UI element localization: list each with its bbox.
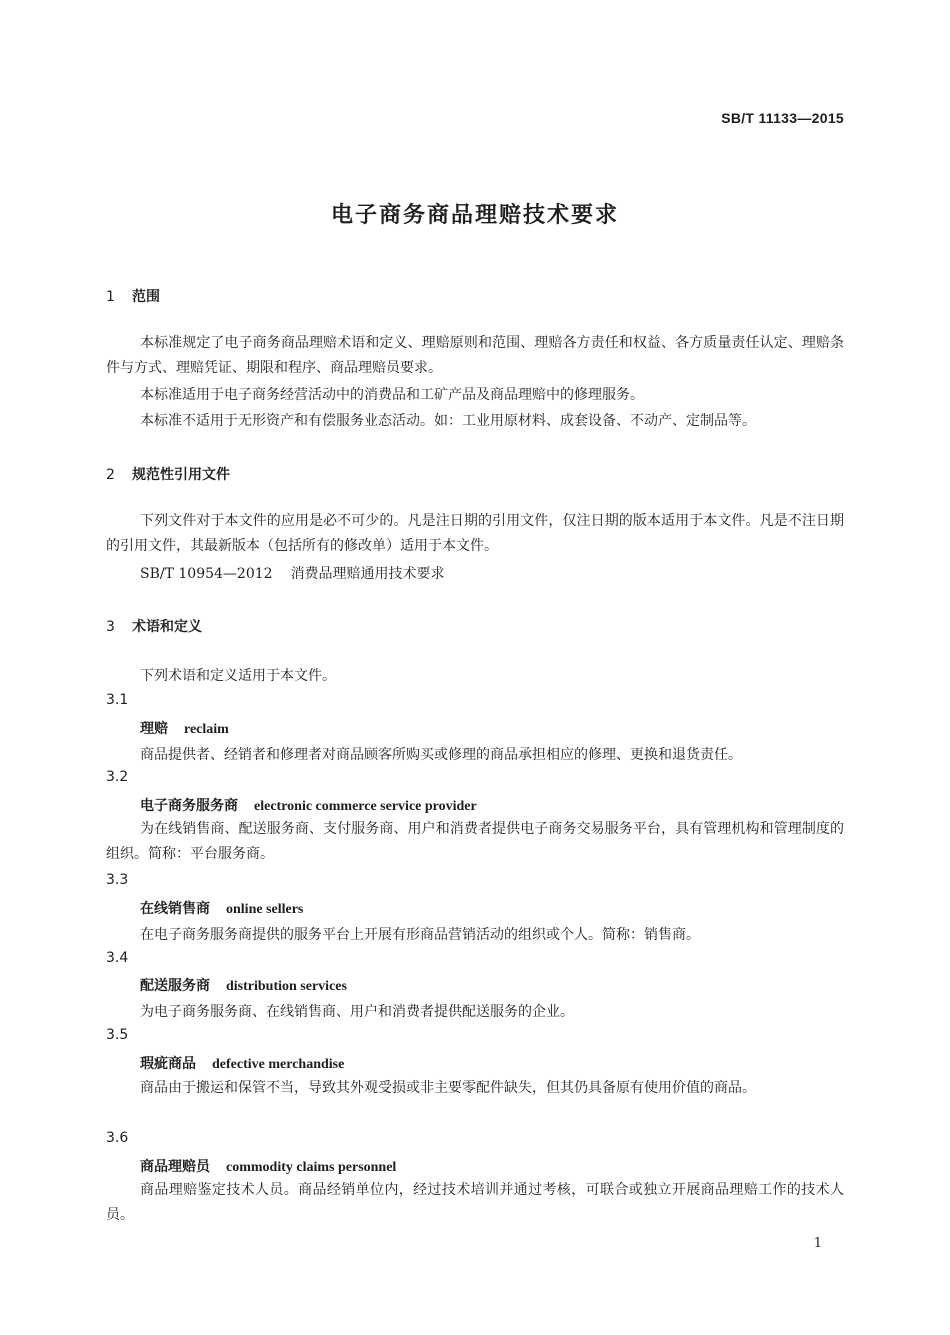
term-definition: 为在线销售商、配送服务商、支付服务商、用户和消费者提供电子商务交易服务平台，具有管理机构和管理制度的组织。简称：平台服务商。 <box>106 821 844 862</box>
term-heading <box>140 1156 396 1176</box>
section-title: 规范性引用文件 <box>132 467 230 483</box>
term-heading <box>140 1053 344 1073</box>
term-definition: 为电子商务服务商、在线销售商、用户和消费者提供配送服务的企业。 <box>140 1004 574 1020</box>
term-zh: 理赔 <box>140 721 168 737</box>
clause-number: 3.2 <box>106 769 129 785</box>
scope-paragraph-3: 本标准不适用于无形资产和有偿服务业态活动。如：工业用原材料、成套设备、不动产、定制品等。 <box>140 413 756 429</box>
term-en: online sellers <box>226 902 304 917</box>
term-zh: 商品理赔员 <box>140 1159 210 1175</box>
clause-number: 3.5 <box>106 1027 129 1043</box>
term-definition: 在电子商务服务商提供的服务平台上开展有形商品营销活动的组织或个人。简称：销售商。 <box>140 927 700 943</box>
term-zh: 在线销售商 <box>140 901 210 917</box>
section-3-heading <box>106 616 202 636</box>
section-title: 范围 <box>132 289 160 305</box>
term-en: distribution services <box>226 979 347 994</box>
reference-code: SB/T 10954—2012 <box>140 566 273 582</box>
scope-paragraph-2: 本标准适用于电子商务经营活动中的消费品和工矿产品及商品理赔中的修理服务。 <box>140 387 644 403</box>
term-en: reclaim <box>184 722 229 737</box>
term-heading <box>140 898 303 918</box>
section-number: 1 <box>106 289 115 305</box>
section-number: 2 <box>106 467 115 483</box>
term-definition: 商品理赔鉴定技术人员。商品经销单位内，经过技术培训并通过考核，可联合或独立开展商品理赔工作的技术人员。 <box>106 1182 844 1223</box>
term-en: commodity claims personnel <box>226 1160 397 1175</box>
references-paragraph: 下列文件对于本文件的应用是必不可少的。凡是注日期的引用文件，仅注日期的版本适用于本文件。凡是不注日期的引用文件，其最新版本（包括所有的修改单）适用于本文件。 <box>106 513 844 554</box>
term-heading <box>140 975 347 995</box>
scope-paragraph-1: 本标准规定了电子商务商品理赔术语和定义、理赔原则和范围、理赔各方责任和权益、各方质量责任认定、理赔条件与方式、理赔凭证、期限和程序、商品理赔员要求。 <box>106 335 844 376</box>
terms-intro: 下列术语和定义适用于本文件。 <box>140 668 336 684</box>
section-2-heading <box>106 464 230 484</box>
page-number: 1 <box>813 1236 822 1251</box>
section-number: 3 <box>106 619 115 635</box>
term-definition: 商品提供者、经销者和修理者对商品顾客所购买或修理的商品承担相应的修理、更换和退货责任。 <box>140 747 742 763</box>
term-zh: 配送服务商 <box>140 978 210 994</box>
term-definition: 商品由于搬运和保管不当，导致其外观受损或非主要零配件缺失，但其仍具备原有使用价值的商品。 <box>140 1080 756 1096</box>
reference-entry <box>140 563 445 583</box>
reference-title: 消费品理赔通用技术要求 <box>290 566 445 582</box>
standard-code: SB/T 11133—2015 <box>721 110 844 126</box>
clause-number: 3.6 <box>106 1130 129 1146</box>
clause-number: 3.1 <box>106 692 129 708</box>
term-zh: 瑕疵商品 <box>140 1056 196 1072</box>
section-title: 术语和定义 <box>132 619 202 635</box>
term-en: electronic commerce service provider <box>254 799 477 814</box>
document-title: 电子商务商品理赔技术要求 <box>330 203 619 228</box>
term-en: defective merchandise <box>212 1057 345 1072</box>
section-1-heading <box>106 286 160 306</box>
term-heading <box>140 795 477 815</box>
clause-number: 3.3 <box>106 872 129 888</box>
term-zh: 电子商务服务商 <box>140 798 238 814</box>
term-heading <box>140 718 229 738</box>
clause-number: 3.4 <box>106 950 129 966</box>
